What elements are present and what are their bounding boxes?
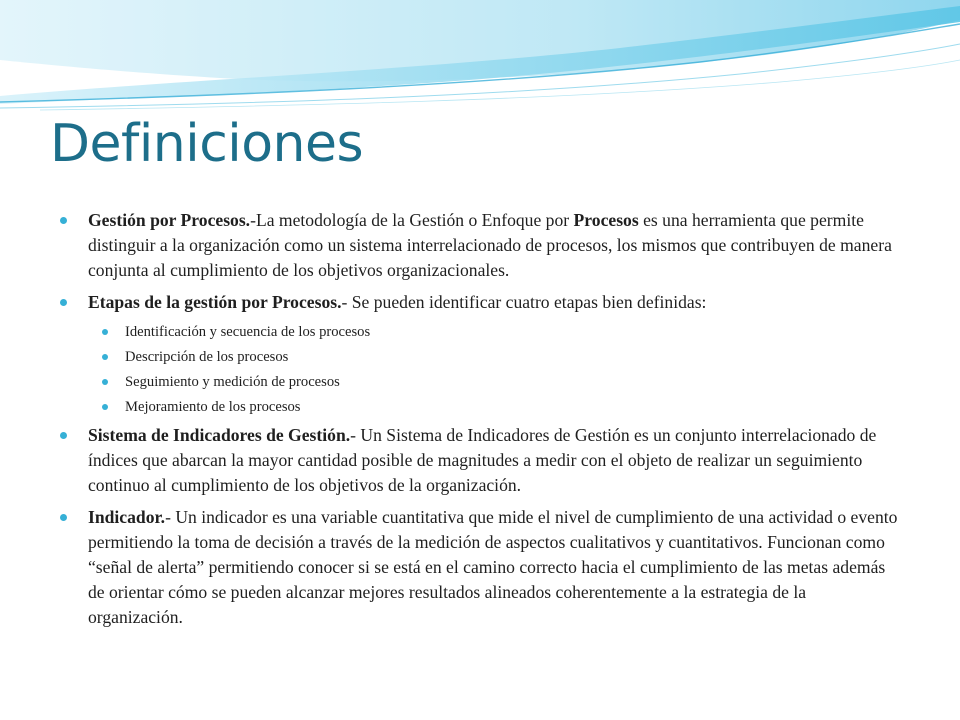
definition-text: - Un Sistema de Indicadores de Gestión es un conjunto interrelacionado de índices que abarcan la mayor cantidad posible de magnitudes a medir con el objeto de realizar un seguimiento continuo al cumplimiento de los objetivos de la organización. (88, 425, 877, 495)
definition-term: Etapas de la gestión por Procesos. (88, 292, 342, 312)
sub-list-item: Identificación y secuencia de los procesos (60, 322, 905, 342)
header-wave-decoration (0, 0, 960, 130)
bullet-icon (102, 354, 108, 360)
definition-item-gestion-procesos (60, 208, 905, 283)
bullet-icon (60, 299, 67, 306)
bullet-icon (102, 404, 108, 410)
slide-content (60, 208, 905, 637)
sub-list-item: Mejoramiento de los procesos (60, 397, 905, 417)
definition-emphasis: Procesos (573, 210, 639, 230)
bullet-icon (102, 379, 108, 385)
definition-item-sistema-indicadores (60, 423, 905, 498)
slide-title: Definiciones (50, 114, 364, 174)
sub-list-item: Seguimiento y medición de procesos (60, 372, 905, 392)
definition-term: Gestión por Procesos. (88, 210, 251, 230)
etapas-sub-list (60, 322, 905, 417)
definition-term: Indicador. (88, 507, 166, 527)
bullet-icon (60, 432, 67, 439)
sub-list-item: Descripción de los procesos (60, 347, 905, 367)
definition-item-indicador (60, 505, 905, 630)
definition-text: -La metodología de la Gestión o Enfoque por (250, 210, 574, 230)
definition-term: Sistema de Indicadores de Gestión. (88, 425, 351, 445)
bullet-icon (60, 514, 67, 521)
bullet-icon (102, 329, 108, 335)
definition-text: es una herramienta que permite distinguir a la organización como un sistema interrelacionado de procesos, los mismos que contribuyen de manera conjunta al cumplimiento de los objetivos organizacionales. (88, 210, 892, 280)
definition-item-etapas (60, 290, 905, 315)
definition-text: - Se pueden identificar cuatro etapas bien definidas: (341, 292, 707, 312)
bullet-icon (60, 217, 67, 224)
definition-text: - Un indicador es una variable cuantitativa que mide el nivel de cumplimiento de una actividad o evento permitiendo la toma de decisión a través de la medición de aspectos cualitativos y cuantitativos. Funcionan como “señal de alerta” permitiendo conocer si se está en el camino correcto hacia el cumplimiento de las metas además de orientar cómo se pueden alcanzar mejores resultados alineados coherentemente a la estrategia de la organización. (88, 507, 898, 627)
